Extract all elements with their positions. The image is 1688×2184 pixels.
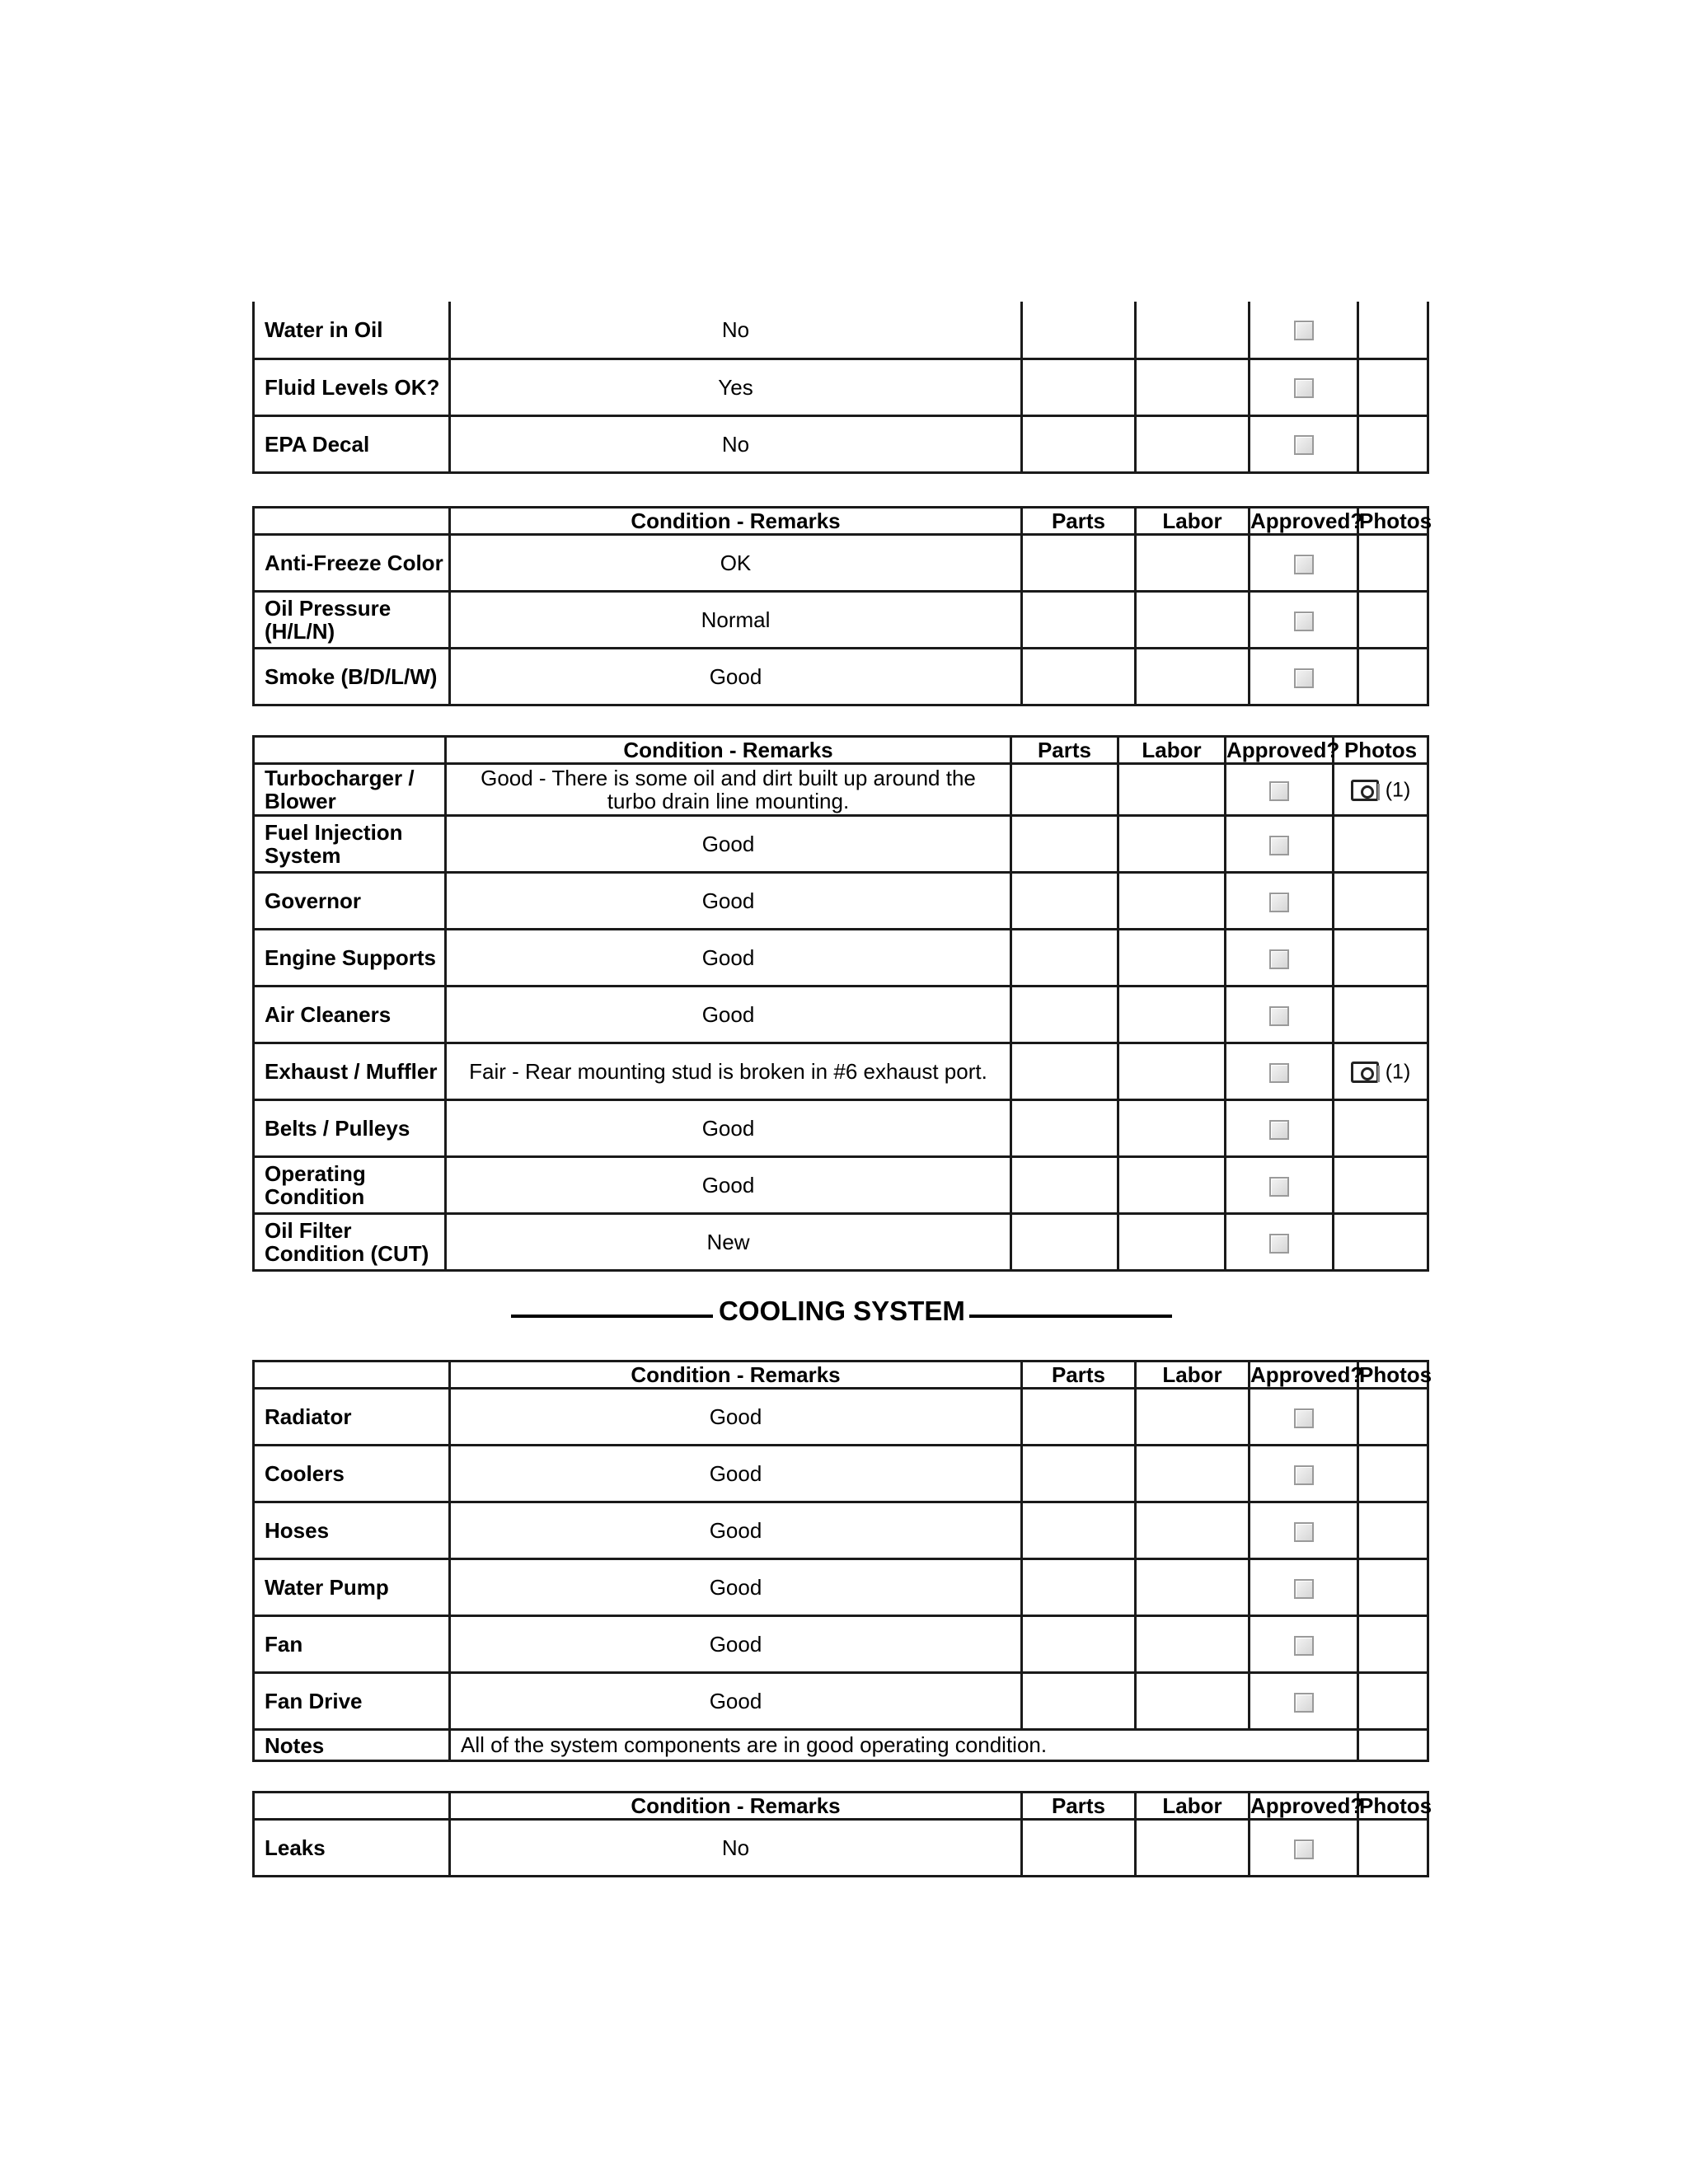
labor-cell[interactable] [1136, 649, 1250, 705]
labor-cell[interactable] [1136, 535, 1250, 592]
item-label: Fan [254, 1616, 450, 1673]
approved-checkbox[interactable] [1294, 1579, 1314, 1599]
approved-cell [1250, 1502, 1358, 1559]
approved-checkbox[interactable] [1294, 612, 1314, 631]
approved-checkbox[interactable] [1269, 1006, 1289, 1026]
section-header-cooling [511, 1291, 1170, 1340]
table-row [254, 649, 1428, 705]
labor-cell[interactable] [1118, 1043, 1226, 1100]
condition-remarks: Good [446, 1157, 1011, 1214]
photos-cell [1358, 1389, 1428, 1446]
item-label: Leaks [254, 1820, 450, 1877]
divider [969, 1315, 1172, 1318]
approved-checkbox[interactable] [1294, 1522, 1314, 1542]
notes-row [254, 1730, 1428, 1761]
divider [511, 1315, 713, 1318]
table-row [254, 415, 1428, 472]
camera-icon[interactable] [1351, 1062, 1379, 1083]
item-label: Hoses [254, 1502, 450, 1559]
item-label: Engine Supports [254, 930, 446, 987]
labor-cell[interactable] [1136, 1446, 1250, 1502]
item-label: Radiator [254, 1389, 450, 1446]
approved-cell [1250, 359, 1358, 415]
parts-cell[interactable] [1022, 535, 1136, 592]
approved-cell [1226, 764, 1334, 816]
parts-cell[interactable] [1011, 816, 1118, 873]
table-header-row [254, 1793, 1428, 1820]
header-condition: Condition - Remarks [446, 737, 1011, 764]
header-condition: Condition - Remarks [450, 1793, 1022, 1820]
header-condition: Condition - Remarks [450, 508, 1022, 535]
labor-cell[interactable] [1118, 930, 1226, 987]
labor-cell[interactable] [1118, 816, 1226, 873]
condition-remarks: OK [450, 535, 1022, 592]
approved-checkbox[interactable] [1294, 555, 1314, 574]
approved-cell [1226, 1043, 1334, 1100]
photos-cell [1358, 415, 1428, 472]
parts-cell[interactable] [1022, 1559, 1136, 1616]
photos-cell [1358, 1559, 1428, 1616]
photos-cell [1358, 1502, 1428, 1559]
parts-cell[interactable] [1022, 649, 1136, 705]
labor-cell[interactable] [1118, 1157, 1226, 1214]
photos-cell [1358, 359, 1428, 415]
approved-checkbox[interactable] [1294, 1636, 1314, 1656]
approved-cell [1226, 873, 1334, 930]
table-row [254, 1559, 1428, 1616]
item-label: Turbocharger / Blower [254, 764, 446, 816]
photos-cell [1334, 1100, 1428, 1157]
table-row [254, 873, 1428, 930]
condition-remarks: Good [450, 1673, 1022, 1730]
item-label: Anti-Freeze Color [254, 535, 450, 592]
labor-cell[interactable] [1136, 1559, 1250, 1616]
labor-cell[interactable] [1136, 1616, 1250, 1673]
header-item [254, 508, 450, 535]
photos-cell [1358, 1730, 1428, 1761]
approved-cell [1250, 535, 1358, 592]
parts-cell[interactable] [1022, 302, 1136, 359]
approved-cell [1250, 302, 1358, 359]
table-row [254, 1446, 1428, 1502]
condition-remarks: Good [450, 1502, 1022, 1559]
header-labor: Labor [1118, 737, 1226, 764]
parts-cell[interactable] [1022, 1820, 1136, 1877]
item-label: Air Cleaners [254, 987, 446, 1043]
table-header-row [254, 737, 1428, 764]
parts-cell[interactable] [1011, 1100, 1118, 1157]
approved-cell [1250, 1446, 1358, 1502]
photos-cell [1358, 302, 1428, 359]
table-row [254, 1389, 1428, 1446]
parts-cell[interactable] [1022, 1389, 1136, 1446]
approved-checkbox[interactable] [1294, 435, 1314, 455]
header-approved: Approved? [1226, 738, 1340, 762]
photos-cell [1334, 1214, 1428, 1271]
header-approved: Approved? [1250, 1362, 1364, 1387]
parts-cell[interactable] [1011, 873, 1118, 930]
parts-cell[interactable] [1011, 1157, 1118, 1214]
parts-cell[interactable] [1011, 1043, 1118, 1100]
table-row [254, 302, 1428, 359]
item-label: Fan Drive [254, 1673, 450, 1730]
labor-cell[interactable] [1136, 302, 1250, 359]
item-label: Fluid Levels OK? [254, 359, 450, 415]
header-parts: Parts [1022, 508, 1136, 535]
photo-count[interactable]: (1) [1385, 778, 1411, 802]
condition-remarks: No [450, 1820, 1022, 1877]
approved-checkbox[interactable] [1269, 893, 1289, 912]
labor-cell[interactable] [1118, 1214, 1226, 1271]
labor-cell[interactable] [1136, 1389, 1250, 1446]
approved-cell [1250, 1559, 1358, 1616]
approved-checkbox[interactable] [1294, 1465, 1314, 1485]
parts-cell[interactable] [1022, 1502, 1136, 1559]
table-row [254, 1157, 1428, 1214]
approved-checkbox[interactable] [1294, 321, 1314, 340]
table-row [254, 987, 1428, 1043]
item-label: Oil Filter Condition (CUT) [254, 1214, 446, 1271]
table-row [254, 816, 1428, 873]
table-row [254, 359, 1428, 415]
approved-checkbox[interactable] [1269, 1234, 1289, 1254]
photos-cell [1334, 816, 1428, 873]
leaks-table [252, 1791, 1432, 1877]
condition-remarks: Fair - Rear mounting stud is broken in #6 exhaust port. [446, 1043, 1011, 1100]
item-label: Smoke (B/D/L/W) [254, 649, 450, 705]
table-row [254, 1100, 1428, 1157]
notes-text: All of the system components are in good operating condition. [450, 1730, 1358, 1761]
photos-cell [1358, 592, 1428, 649]
photos-cell [1334, 1157, 1428, 1214]
labor-cell[interactable] [1118, 764, 1226, 816]
condition-remarks: Good [446, 987, 1011, 1043]
notes-label: Notes [254, 1730, 450, 1761]
condition-remarks: Good [450, 1389, 1022, 1446]
parts-cell[interactable] [1011, 987, 1118, 1043]
header-parts: Parts [1011, 737, 1118, 764]
table-row [254, 592, 1428, 649]
approved-checkbox[interactable] [1269, 781, 1289, 801]
table-row [254, 1820, 1428, 1877]
approved-cell [1250, 415, 1358, 472]
header-item [254, 1793, 450, 1820]
approved-cell [1226, 1214, 1334, 1271]
photos-cell [1358, 1820, 1428, 1877]
labor-cell[interactable] [1118, 873, 1226, 930]
approved-checkbox[interactable] [1294, 1693, 1314, 1713]
item-label: Water Pump [254, 1559, 450, 1616]
item-label: Belts / Pulleys [254, 1100, 446, 1157]
approved-checkbox[interactable] [1269, 836, 1289, 855]
item-label: Governor [254, 873, 446, 930]
camera-icon[interactable] [1351, 780, 1379, 801]
section-title: COOLING SYSTEM [719, 1296, 965, 1326]
table-row [254, 1616, 1428, 1673]
header-parts: Parts [1022, 1361, 1136, 1389]
engine-fluids-table [252, 506, 1432, 706]
item-label: EPA Decal [254, 415, 450, 472]
photos-cell [1358, 1673, 1428, 1730]
approved-checkbox[interactable] [1294, 1840, 1314, 1859]
labor-cell[interactable] [1136, 359, 1250, 415]
approved-checkbox[interactable] [1294, 1408, 1314, 1428]
item-label: Water in Oil [254, 302, 450, 359]
photos-cell [1358, 1446, 1428, 1502]
approved-checkbox[interactable] [1269, 949, 1289, 969]
condition-remarks: Good [450, 1616, 1022, 1673]
labor-cell[interactable] [1136, 592, 1250, 649]
condition-remarks: Good [446, 873, 1011, 930]
header-approved: Approved? [1250, 1793, 1364, 1818]
photos-cell [1358, 1616, 1428, 1673]
approved-cell [1250, 649, 1358, 705]
approved-cell [1226, 930, 1334, 987]
table-header-row [254, 508, 1428, 535]
header-photos: Photos [1359, 1793, 1432, 1818]
approved-cell [1226, 1157, 1334, 1214]
cooling-system-table [252, 1360, 1432, 1762]
parts-cell[interactable] [1022, 1616, 1136, 1673]
approved-cell [1250, 592, 1358, 649]
fluids-table [252, 302, 1429, 474]
header-photos: Photos [1359, 509, 1432, 533]
condition-remarks: Good - There is some oil and dirt built up around the turbo drain line mounting. [446, 764, 1011, 816]
table-row [254, 1673, 1428, 1730]
table-row [254, 1502, 1428, 1559]
condition-remarks: Good [450, 649, 1022, 705]
parts-cell[interactable] [1011, 1214, 1118, 1271]
labor-cell[interactable] [1136, 1820, 1250, 1877]
photos-cell [1358, 649, 1428, 705]
condition-remarks: Normal [450, 592, 1022, 649]
labor-cell[interactable] [1136, 1673, 1250, 1730]
condition-remarks: New [446, 1214, 1011, 1271]
photos-cell [1334, 987, 1428, 1043]
condition-remarks: No [450, 302, 1022, 359]
table-row [254, 1214, 1428, 1271]
labor-cell[interactable] [1136, 415, 1250, 472]
approved-checkbox[interactable] [1269, 1177, 1289, 1197]
parts-cell[interactable] [1022, 1673, 1136, 1730]
item-label: Coolers [254, 1446, 450, 1502]
parts-cell[interactable] [1022, 1446, 1136, 1502]
condition-remarks: Good [446, 816, 1011, 873]
condition-remarks: Good [450, 1559, 1022, 1616]
header-labor: Labor [1136, 1361, 1250, 1389]
approved-cell [1226, 816, 1334, 873]
parts-cell[interactable] [1022, 415, 1136, 472]
header-item [254, 737, 446, 764]
condition-remarks: Good [446, 1100, 1011, 1157]
engine-components-table [252, 735, 1429, 1272]
table-header-row [254, 1361, 1428, 1389]
approved-checkbox[interactable] [1269, 1063, 1289, 1083]
item-label: Operating Condition [254, 1157, 446, 1214]
parts-cell[interactable] [1011, 764, 1118, 816]
labor-cell[interactable] [1136, 1502, 1250, 1559]
parts-cell[interactable] [1022, 592, 1136, 649]
item-label: Exhaust / Muffler [254, 1043, 446, 1100]
approved-cell [1250, 1616, 1358, 1673]
parts-cell[interactable] [1011, 930, 1118, 987]
condition-remarks: Good [446, 930, 1011, 987]
photos-cell [1334, 873, 1428, 930]
approved-checkbox[interactable] [1294, 378, 1314, 398]
approved-checkbox[interactable] [1269, 1120, 1289, 1140]
condition-remarks: Yes [450, 359, 1022, 415]
parts-cell[interactable] [1022, 359, 1136, 415]
header-approved: Approved? [1250, 509, 1364, 533]
item-label: Fuel Injection System [254, 816, 446, 873]
approved-cell [1250, 1673, 1358, 1730]
header-photos: Photos [1334, 737, 1428, 764]
table-row [254, 1043, 1428, 1100]
photos-cell [1334, 1043, 1428, 1100]
approved-cell [1226, 1100, 1334, 1157]
labor-cell[interactable] [1118, 987, 1226, 1043]
item-label: Oil Pressure (H/L/N) [254, 592, 450, 649]
table-row [254, 535, 1428, 592]
header-photos: Photos [1359, 1362, 1432, 1387]
photos-cell [1334, 930, 1428, 987]
approved-cell [1250, 1389, 1358, 1446]
header-condition: Condition - Remarks [450, 1361, 1022, 1389]
approved-checkbox[interactable] [1294, 668, 1314, 688]
condition-remarks: No [450, 415, 1022, 472]
header-labor: Labor [1136, 1793, 1250, 1820]
approved-cell [1250, 1820, 1358, 1877]
photo-count[interactable]: (1) [1385, 1060, 1411, 1084]
header-labor: Labor [1136, 508, 1250, 535]
condition-remarks: Good [450, 1446, 1022, 1502]
table-row [254, 764, 1428, 816]
approved-cell [1226, 987, 1334, 1043]
photos-cell [1334, 764, 1428, 816]
photos-cell [1358, 535, 1428, 592]
labor-cell[interactable] [1118, 1100, 1226, 1157]
table-row [254, 930, 1428, 987]
header-parts: Parts [1022, 1793, 1136, 1820]
header-item [254, 1361, 450, 1389]
